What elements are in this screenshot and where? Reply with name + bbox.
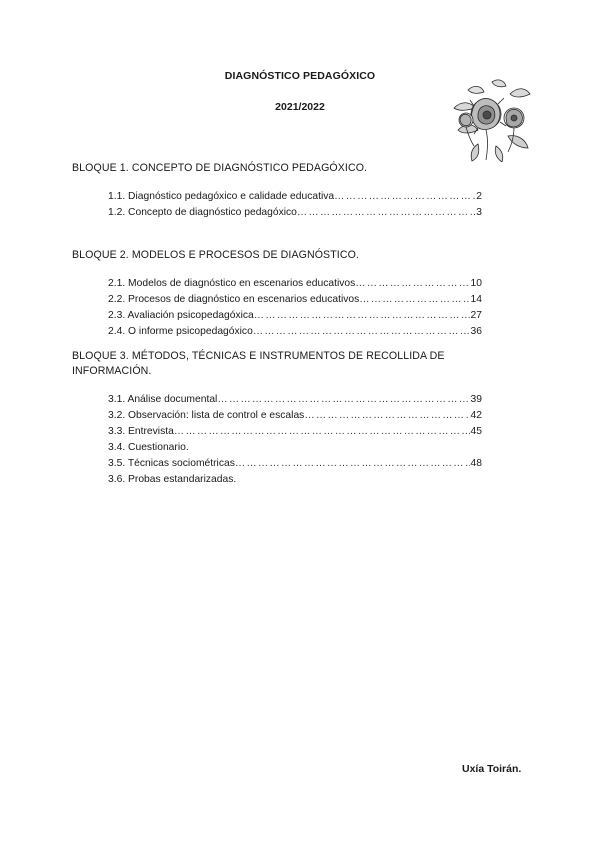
toc-entry-label: 3.2. Observación: lista de control e escalas (108, 410, 305, 421)
toc-entry[interactable] (108, 392, 482, 408)
toc-entry-label: 2.1. Modelos de diagnóstico en escenarios educativos (108, 278, 356, 289)
toc-entry-page: 36 (470, 326, 482, 337)
toc-entry[interactable] (108, 440, 482, 456)
toc-entry-label: 1.2. Concepto de diagnóstico pedagóxico (108, 207, 297, 218)
toc-entry[interactable] (108, 205, 482, 221)
toc-leader-dots (355, 276, 469, 292)
toc-entry-label: 3.6. Probas estandarizadas. (108, 474, 237, 485)
block-2-list (108, 276, 482, 340)
toc-entry-page: 39 (470, 394, 482, 405)
block-1-list (108, 189, 482, 221)
toc-leader-dots (217, 392, 469, 408)
toc-entry-page: 45 (470, 426, 482, 437)
block-2-heading: BLOQUE 2. MODELOS E PROCESOS DE DIAGNÓSTICO. (72, 249, 359, 261)
toc-entry[interactable] (108, 424, 482, 440)
toc-leader-dots (297, 205, 475, 221)
academic-year: 2021/2022 (275, 101, 325, 113)
toc-entry-label: 2.2. Procesos de diagnóstico en escenarios educativos (108, 294, 360, 305)
toc-leader-dots (334, 189, 475, 205)
document-title: DIAGNÓSTICO PEDAGÓXICO (224, 70, 376, 82)
flower-illustration-icon (448, 78, 534, 162)
toc-leader-dots (235, 456, 470, 472)
toc-entry-label: 1.1. Diagnóstico pedagóxico e calidade educativa (108, 191, 335, 202)
block-3-list (108, 392, 482, 488)
block-3-heading: BLOQUE 3. MÉTODOS, TÉCNICAS E INSTRUMENTOS DE RECOLLIDA DE INFORMACIÓN. (72, 350, 445, 377)
toc-leader-dots (254, 308, 470, 324)
toc-entry[interactable] (108, 408, 482, 424)
toc-entry[interactable] (108, 472, 482, 488)
toc-entry-page: 42 (470, 410, 482, 421)
toc-leader-dots (359, 292, 469, 308)
toc-leader-dots (174, 424, 470, 440)
toc-leader-dots (253, 324, 470, 340)
toc-entry-label: 2.4. O informe psicopedagóxico (108, 326, 253, 337)
toc-entry-page: 3 (476, 207, 482, 218)
toc-leader-dots (304, 408, 469, 424)
toc-entry[interactable] (108, 189, 482, 205)
toc-entry[interactable] (108, 276, 482, 292)
toc-entry-label: 3.5. Técnicas sociométricas (108, 458, 235, 469)
toc-entry-label: 3.3. Entrevista (108, 426, 174, 437)
toc-entry-label: 3.4. Cuestionario. (108, 442, 189, 453)
author-signature: Uxía Toirán. (462, 763, 522, 775)
toc-entry-label: 2.3. Avaliación psicopedagóxica (108, 310, 254, 321)
toc-entry-label: 3.1. Análise documental (108, 394, 218, 405)
toc-entry-page: 2 (476, 191, 482, 202)
toc-entry-page: 48 (470, 458, 482, 469)
toc-entry[interactable] (108, 292, 482, 308)
toc-entry-page: 14 (470, 294, 482, 305)
toc-entry[interactable] (108, 324, 482, 340)
block-1-heading: BLOQUE 1. CONCEPTO DE DIAGNÓSTICO PEDAGÓXICO. (72, 162, 368, 174)
toc-entry[interactable] (108, 308, 482, 324)
toc-entry[interactable] (108, 456, 482, 472)
toc-entry-page: 27 (470, 310, 482, 321)
toc-entry-page: 10 (470, 278, 482, 289)
